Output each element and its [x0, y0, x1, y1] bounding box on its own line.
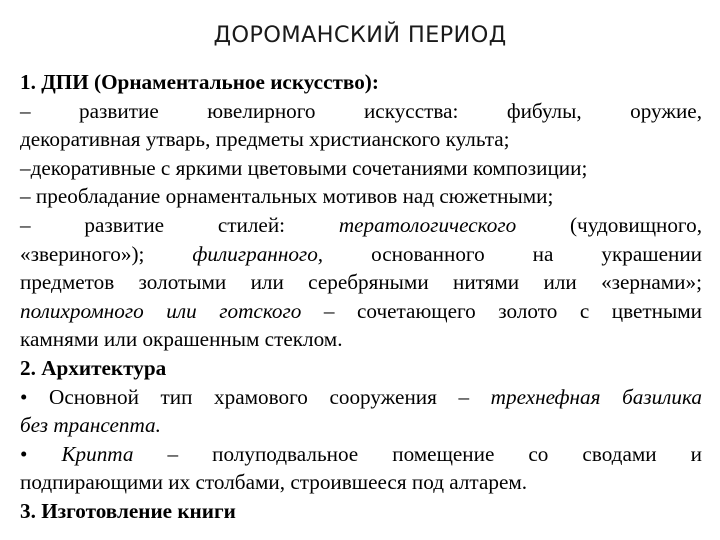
page-title: ДОРОМАНСКИЙ ПЕРИОД	[213, 22, 507, 48]
text-line: – развитие стилей: тератологического (чудовищного,	[20, 212, 702, 237]
text-line: – развитие ювелирного искусства: фибулы, оружие,	[20, 98, 702, 123]
text-line: без трансепта.	[20, 413, 161, 438]
text-line: предметов золотыми или серебряными нитями или «зернами»;	[20, 270, 702, 295]
text-line: –декоративные с яркими цветовыми сочетаниями композиции;	[20, 155, 588, 180]
text-line: • Основной тип храмового сооружения – трехнефная базилика	[20, 384, 702, 409]
text-line: подпирающими их столбами, строившееся под алтарем.	[20, 470, 528, 495]
text-line: «звериного»); филигранного, основанного на украшении	[20, 241, 702, 266]
heading-architecture: 2. Архитектура	[20, 355, 167, 380]
text-line: камнями или окрашенным стеклом.	[20, 327, 343, 352]
heading-dpi: 1. ДПИ (Орнаментальное искусство):	[20, 70, 379, 94]
body-text	[20, 68, 702, 526]
text-line: • Крипта – полуподвальное помещение со сводами и	[20, 441, 702, 466]
text-line: декоративная утварь, предметы христианского культа;	[20, 127, 510, 152]
heading-book: 3. Изготовление книги	[20, 498, 236, 523]
text-line: полихромного или готского – сочетающего золото с цветными	[20, 298, 702, 323]
text-line: – преобладание орнаментальных мотивов над сюжетными;	[20, 184, 554, 209]
